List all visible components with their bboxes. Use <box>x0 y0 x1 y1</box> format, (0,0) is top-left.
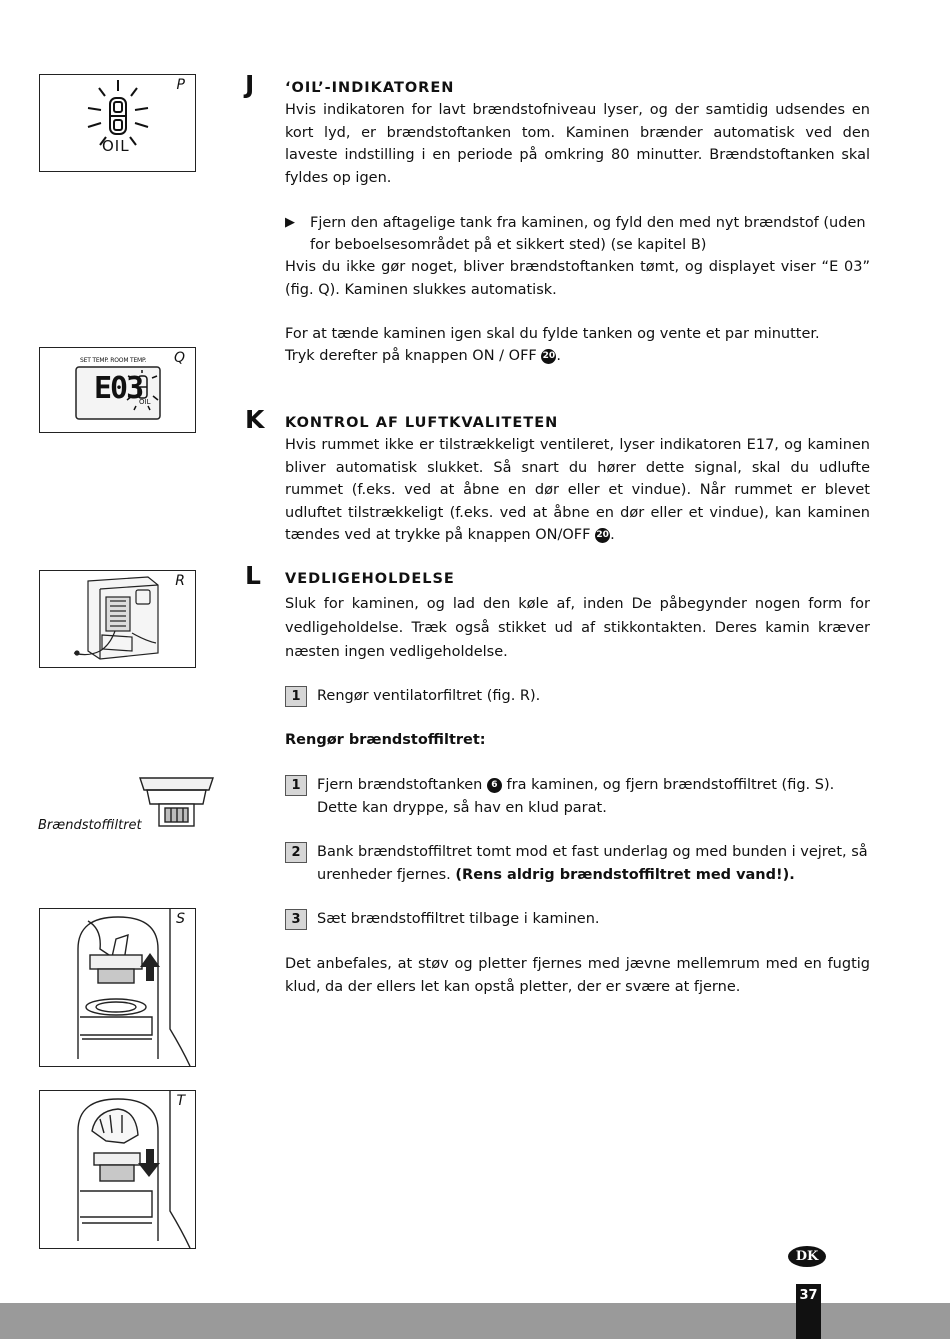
step-1 <box>285 774 870 819</box>
step1-pre: Fjern brændstoftanken <box>317 777 483 793</box>
section-k-letter: K <box>245 405 265 434</box>
remove-filter-illustration <box>40 909 195 1066</box>
figure-t <box>39 1090 196 1249</box>
step-number: 1 <box>285 775 307 796</box>
step-number: 3 <box>285 909 307 930</box>
page-number: 37 <box>796 1284 821 1339</box>
section-l-heading: VEDLIGEHOLDELSE <box>285 571 455 587</box>
step-number: 1 <box>285 686 307 707</box>
figure-s-label: S <box>176 911 185 927</box>
step2-warning: (Rens aldrig brændstoffiltret med vand!). <box>455 866 795 883</box>
oil-text: OIL <box>102 137 130 155</box>
section-j-para4: Tryk derefter på knappen ON / OFF 20. <box>285 348 561 364</box>
arrow-down-icon <box>138 1149 160 1177</box>
figure-r <box>39 570 196 668</box>
step1-post: fra kaminen, og fjern brændstoffiltret (fig. S). Dette kan dryppe, så hav en klud parat. <box>317 777 835 816</box>
section-l-letter: L <box>245 561 261 590</box>
section-k-para: Hvis rummet ikke er tilstrækkeligt ventileret, lyser indikatoren E17, og kaminen bliver automatisk slukket. Så snart du hører dette signal, skal du udlufte rummet (f.eks. ved at åbne en dør eller et vindue). Når rummet er blevet udluftet tilstrækkeligt (f.eks. ved at åbne en dør eller et vindue), kan kaminen tændes ved at trykke på knappen ON/OFF 20. <box>285 437 870 543</box>
oil-indicator-icon <box>40 75 195 171</box>
step-number: 2 <box>285 842 307 863</box>
section-j-para3: For at tænde kaminen igen skal du fylde tanken og vente et par minutter. <box>285 326 820 342</box>
heater-back-illustration <box>40 571 195 667</box>
section-j-bullet-text: Fjern den aftagelige tank fra kaminen, og fyld den med nyt brændstof (uden for beboelsesområdet på et sikkert sted) (se kapitel B) <box>310 215 866 253</box>
step2-text: Bank brændstoffiltret tomt mod et fast underlag og med bunden i vejret, så urenheder fjernes. <box>317 844 868 883</box>
step-2 <box>285 841 870 886</box>
step-text <box>285 774 870 819</box>
figure-q <box>39 347 196 433</box>
figure-q-label: Q <box>173 350 185 366</box>
reference-20-icon: 20 <box>595 528 610 543</box>
section-j-bullet <box>285 212 870 256</box>
step-clean-fan-filter <box>285 685 870 708</box>
section-k-para-text: Hvis rummet ikke er tilstrækkeligt ventileret, lyser indikatoren E17, og kaminen bliver automatisk slukket. Så snart du hører dette signal, skal du udlufte rummet (f.eks. ved at åbne en dør eller et vindue). Når rummet er blevet udluftet tilstrækkeligt (f.eks. ved at åbne en dør eller et vindue), kan kaminen tændes ved at trykke på knappen ON/OFF <box>285 437 870 543</box>
closing-paragraph: Det anbefales, at støv og pletter fjernes med jævne mellemrum med en fugtig klud, da der ellers let kan opstå pletter, der er svære at fjerne. <box>285 956 870 995</box>
section-l-para: Sluk for kaminen, og lad den køle af, inden De påbegynder nogen form for vedligeholdelse. Træk også stikket ud af stikkontakten. Deres kamin kræver næsten ingen vedligeholdelse. <box>285 596 870 660</box>
section-j-para2: Hvis du ikke gør noget, bliver brændstoftanken tømt, og displayet viser “E 03” (fig. Q). Kaminen slukkes automatisk. <box>285 259 870 298</box>
language-badge: DK <box>788 1246 826 1267</box>
reference-20-icon: 20 <box>541 349 556 364</box>
figure-s <box>39 908 196 1067</box>
figure-r-label: R <box>175 573 185 589</box>
step-text: Rengør ventilatorfiltret (fig. R). <box>317 688 541 704</box>
display-value: E03 <box>94 371 143 406</box>
section-j-heading: ‘OIL’-INDIKATOREN <box>285 80 455 96</box>
filter-caption: Brændstoffiltret <box>38 818 142 833</box>
figure-p-label: P <box>176 77 185 93</box>
fuel-filter-illustration <box>137 774 217 830</box>
step-text: Sæt brændstoffiltret tilbage i kaminen. <box>317 911 600 927</box>
reference-6-icon: 6 <box>487 778 502 793</box>
figure-p <box>39 74 196 172</box>
insert-filter-illustration <box>40 1091 195 1248</box>
figure-t-label: T <box>176 1093 185 1109</box>
section-j-letter: J <box>245 70 255 99</box>
display-oil-text: OIL <box>139 398 151 406</box>
fuel-filter-subheading: Rengør brændstoffiltret: <box>285 732 486 748</box>
display-header: SET TEMP. ROOM TEMP. <box>80 357 147 364</box>
section-k-heading: KONTROL AF LUFTKVALITETEN <box>285 415 559 431</box>
arrow-up-icon <box>140 953 160 981</box>
step-3 <box>285 908 870 931</box>
section-j-para1: Hvis indikatoren for lavt brændstofniveau lyser, og der samtidig udsendes en kort lyd, er brændstoftanken tom. Kaminen brænder automatisk ved den laveste indstilling i en periode på omkring 80 minutter. Brændstoftanken skal fyldes op igen. <box>285 102 870 186</box>
step-text <box>285 841 870 886</box>
section-j-para4-text: Tryk derefter på knappen ON / OFF <box>285 348 537 364</box>
triangle-right-icon: ▶ <box>285 215 295 230</box>
